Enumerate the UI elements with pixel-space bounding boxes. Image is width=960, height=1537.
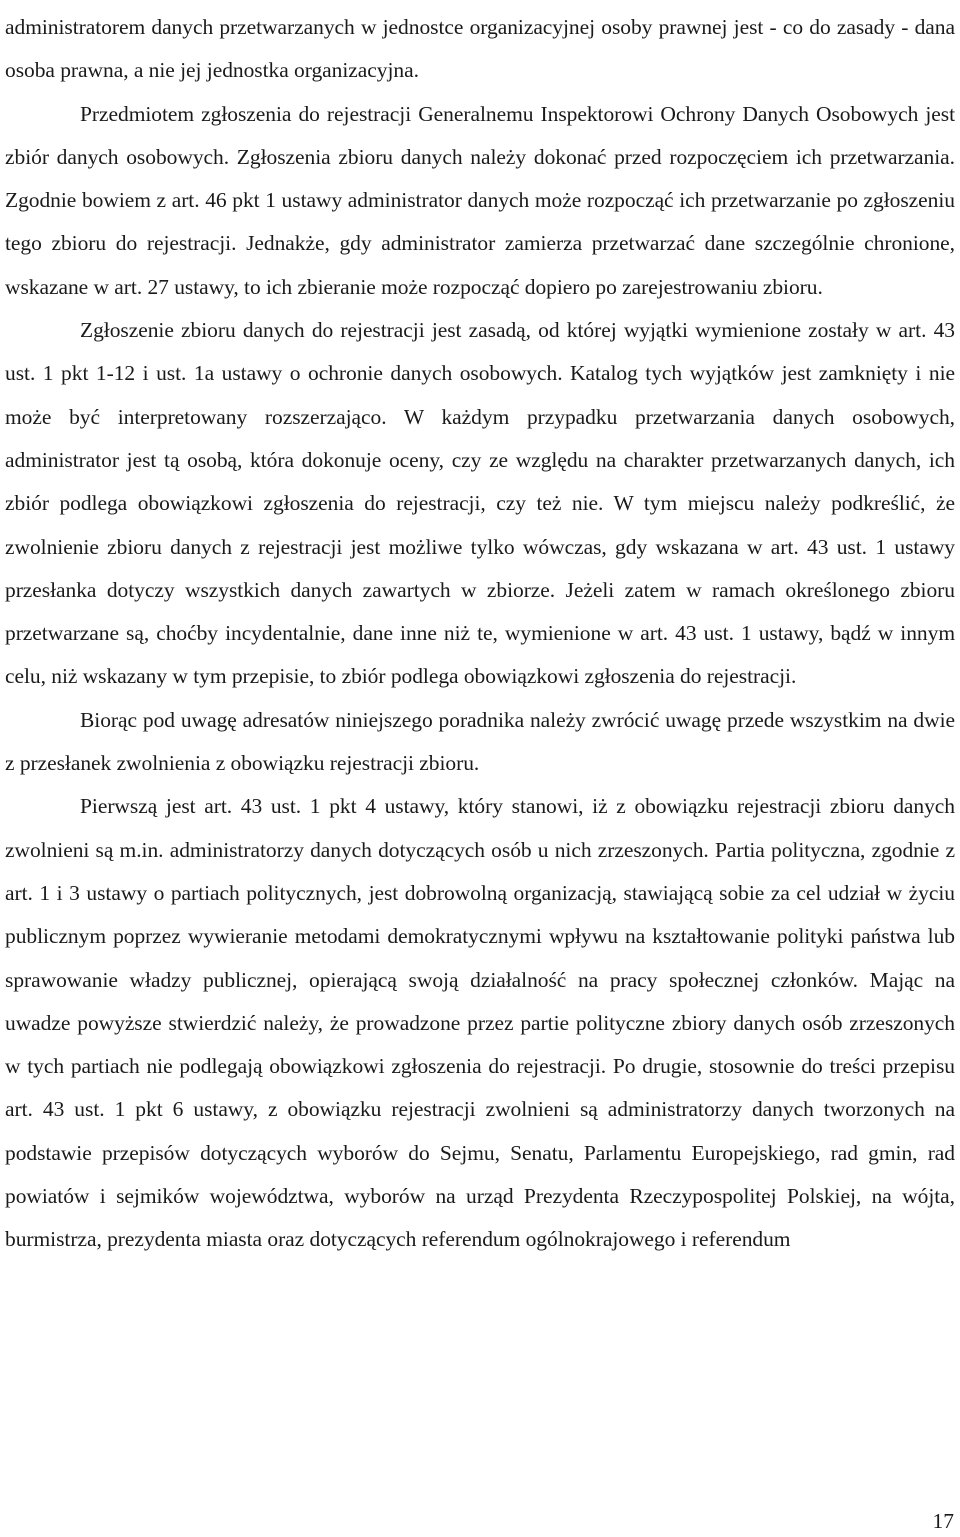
document-page [5, 0, 955, 1262]
paragraph-audience-note: Biorąc pod uwagę adresatów niniejszego poradnika należy zwrócić uwagę przede wszystkim na dwie z przesłanek zwolnienia z obowiązku rejestracji zbioru. [5, 707, 955, 776]
page-number: 17 [932, 1509, 954, 1533]
paragraph-registration-exceptions: Zgłoszenie zbioru danych do rejestracji jest zasadą, od której wyjątki wymienione zostały w art. 43 ust. 1 pkt 1-12 i ust. 1a ustawy o ochronie danych osobowych. Katalog tych wyjątków jest zamknięty i nie może być interpretowany rozszerzająco. W każdym przypadku przetwarzania danych osobowych, administrator jest tą osobą, która dokonuje oceny, czy ze względu na charakter przetwarzanych danych, ich zbiór podlega obowiązkowi zgłoszenia do rejestracji, czy też nie. W tym miejscu należy podkreślić, że zwolnienie zbioru danych z rejestracji jest możliwe tylko wówczas, gdy wskazana w art. 43 ust. 1 ustawy przesłanka dotyczy wszystkich danych zawartych w zbiorze. Jeżeli zatem w ramach określonego zbioru przetwarzane są, choćby incydentalnie, dane inne niż te, wymienione w art. 43 ust. 1 ustawy, bądź w innym celu, niż wskazany w tym przepisie, to zbiór podlega obowiązkowi zgłoszenia do rejestracji. [5, 318, 955, 689]
paragraph-continuation: administratorem danych przetwarzanych w jednostce organizacyjnej osoby prawnej jest - co do zasady - dana osoba prawna, a nie jej jednostka organizacyjna. [5, 15, 955, 83]
paragraph-first-exemption: Pierwszą jest art. 43 ust. 1 pkt 4 ustawy, który stanowi, iż z obowiązku rejestracji zbioru danych zwolnieni są m.in. administratorzy danych dotyczących osób u nich zrzeszonych. Partia polityczna, zgodnie z art. 1 i 3 ustawy o partiach politycznych, jest dobrowolną organizacją, stawiającą sobie za cel udział w życiu publicznym poprzez wywieranie metodami demokratycznymi wpływu na kształtowanie polityki państwa lub sprawowanie władzy publicznej, opierającą swoją działalność na pracy społecznej członków. Mając na uwadze powyższe stwierdzić należy, że prowadzone przez partie polityczne zbiory danych osób zrzeszonych w tych partiach nie podlegają obowiązkowi zgłoszenia do rejestracji. Po drugie, stosownie do treści przepisu art. 43 ust. 1 pkt 6 ustawy, z obowiązku rejestracji zwolnieni są administratorzy danych tworzonych na podstawie przepisów dotyczących wyborów do Sejmu, Senatu, Parlamentu Europejskiego, rad gmin, rad powiatów i sejmików województwa, wyborów na urząd Prezydenta Rzeczypospolitej Polskiej, na wójta, burmistrza, prezydenta miasta oraz dotyczących referendum ogólnokrajowego i referendum [5, 794, 955, 1252]
paragraph-registration-subject: Przedmiotem zgłoszenia do rejestracji Generalnemu Inspektorowi Ochrony Danych Osobowych jest zbiór danych osobowych. Zgłoszenia zbioru danych należy dokonać przed rozpoczęciem ich przetwarzania. Zgodnie bowiem z art. 46 pkt 1 ustawy administrator danych może rozpocząć ich przetwarzanie po zgłoszeniu tego zbioru do rejestracji. Jednakże, gdy administrator zamierza przetwarzać dane szczególnie chronione, wskazane w art. 27 ustawy, to ich zbieranie może rozpocząć dopiero po zarejestrowaniu zbioru. [5, 101, 955, 299]
